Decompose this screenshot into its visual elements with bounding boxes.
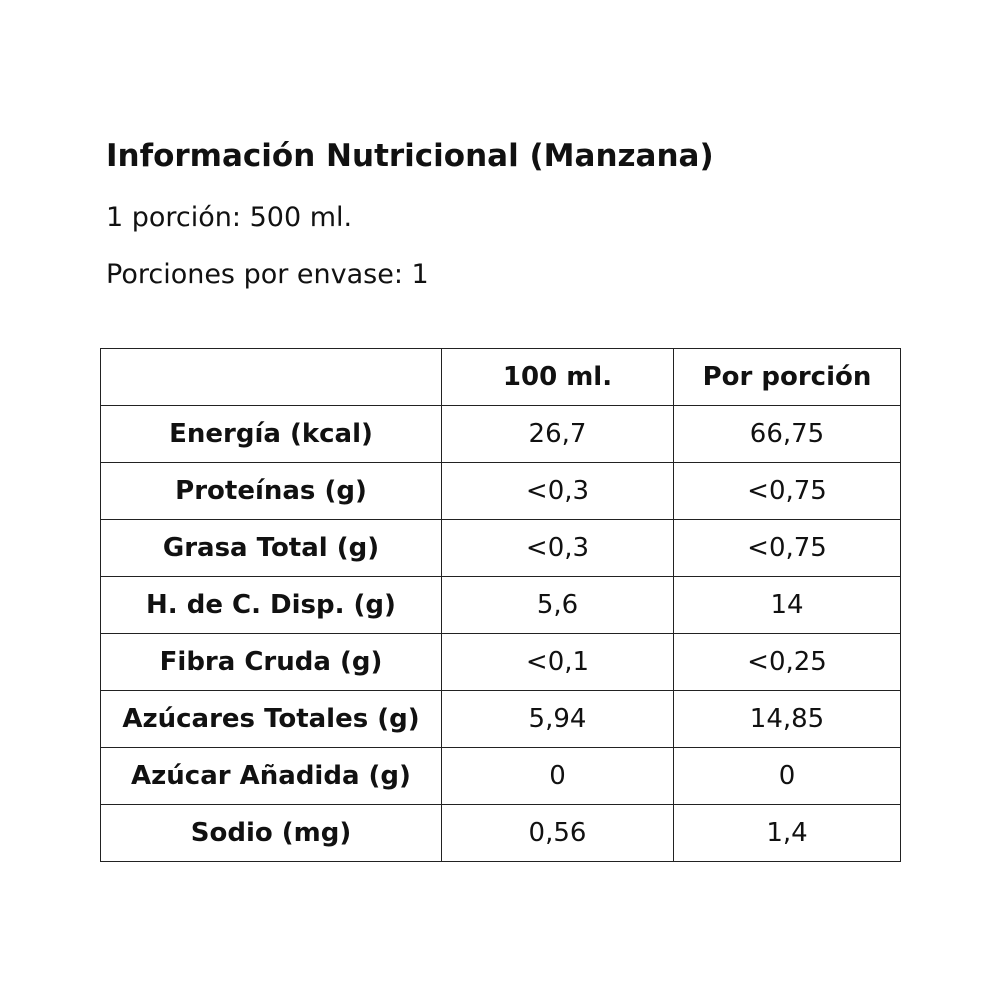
value-per-serving: 14,85	[674, 691, 901, 748]
table-row	[101, 748, 901, 805]
value-per-serving: <0,75	[674, 520, 901, 577]
value-per-serving: <0,25	[674, 634, 901, 691]
nutrient-label: Energía (kcal)	[101, 406, 442, 463]
value-per-100ml: <0,1	[442, 634, 674, 691]
table-row	[101, 691, 901, 748]
value-per-100ml: 0,56	[442, 805, 674, 862]
table-row	[101, 463, 901, 520]
nutrition-table	[100, 348, 901, 862]
table-row	[101, 805, 901, 862]
value-per-100ml: <0,3	[442, 520, 674, 577]
column-header-per-100ml: 100 ml.	[442, 349, 674, 406]
value-per-100ml: 0	[442, 748, 674, 805]
servings-per-container: Porciones por envase: 1	[106, 259, 429, 290]
value-per-100ml: 5,94	[442, 691, 674, 748]
value-per-serving: 1,4	[674, 805, 901, 862]
value-per-100ml: 5,6	[442, 577, 674, 634]
nutrient-label: Azúcares Totales (g)	[101, 691, 442, 748]
table-header-row	[101, 349, 901, 406]
nutrient-label: Proteínas (g)	[101, 463, 442, 520]
nutrient-label: Fibra Cruda (g)	[101, 634, 442, 691]
value-per-100ml: <0,3	[442, 463, 674, 520]
value-per-serving: 66,75	[674, 406, 901, 463]
nutrient-label: Grasa Total (g)	[101, 520, 442, 577]
table-row	[101, 520, 901, 577]
value-per-serving: <0,75	[674, 463, 901, 520]
table-row	[101, 634, 901, 691]
table-row	[101, 577, 901, 634]
nutrient-label: Sodio (mg)	[101, 805, 442, 862]
column-header-per-serving: Por porción	[674, 349, 901, 406]
nutrient-label: H. de C. Disp. (g)	[101, 577, 442, 634]
value-per-serving: 0	[674, 748, 901, 805]
value-per-100ml: 26,7	[442, 406, 674, 463]
value-per-serving: 14	[674, 577, 901, 634]
table-row	[101, 406, 901, 463]
page-title: Información Nutricional (Manzana)	[106, 138, 714, 174]
nutrient-label: Azúcar Añadida (g)	[101, 748, 442, 805]
column-header-nutrient	[101, 349, 442, 406]
serving-size: 1 porción: 500 ml.	[106, 202, 353, 233]
